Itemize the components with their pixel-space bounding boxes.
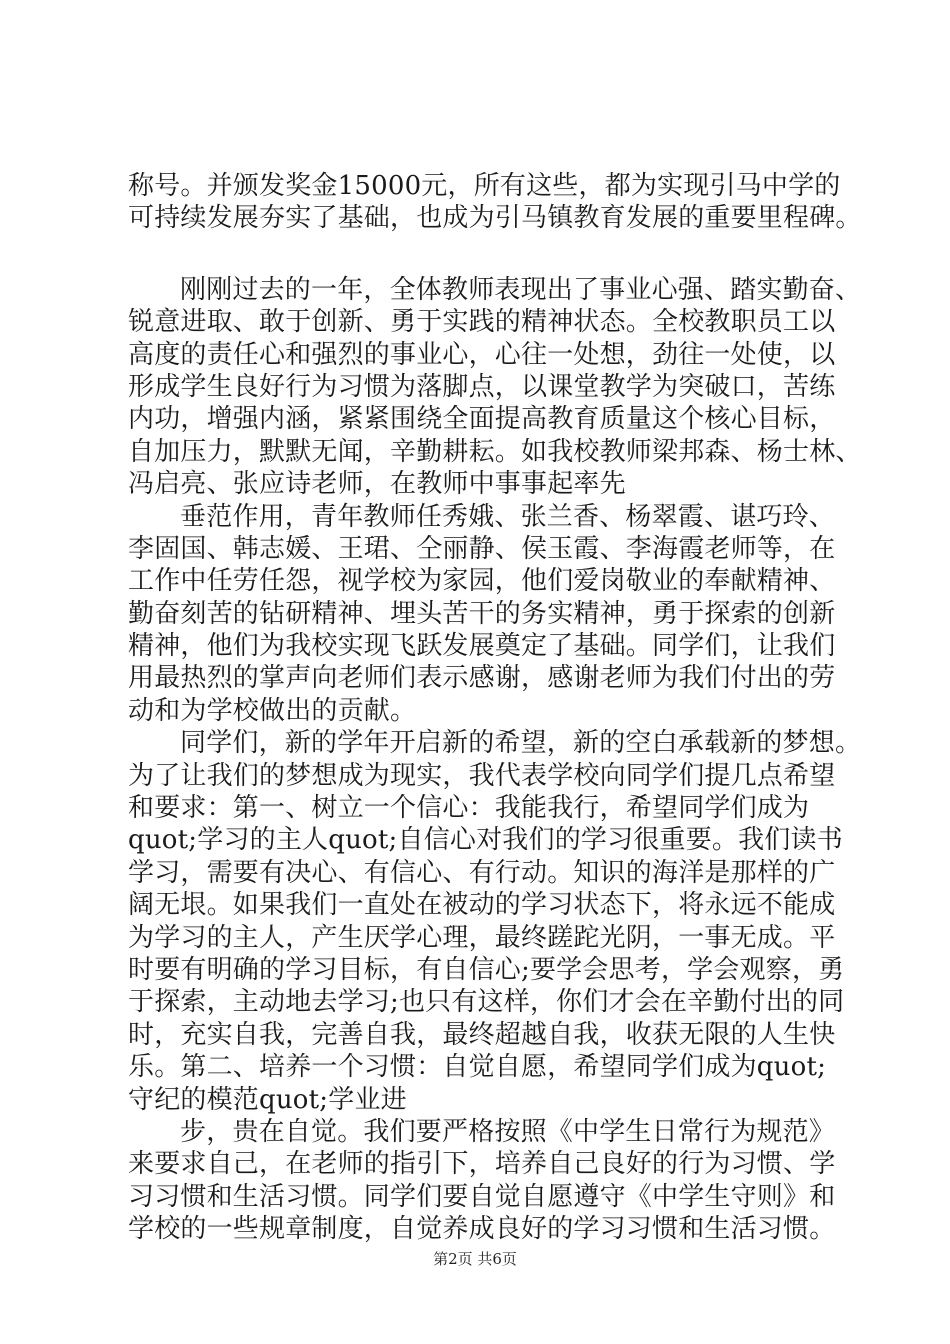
text-line: 高度的责任心和强烈的事业心，心往一处想，劲往一处使，以 — [128, 339, 836, 370]
text-line: 用最热烈的掌声向老师们表示感谢，感谢老师为我们付出的劳 — [128, 663, 836, 694]
text-line: 为学习的主人，产生厌学心理，最终蹉跎光阴，一事无成。平 — [128, 922, 836, 953]
page-footer: 第2页 共6页 — [433, 1250, 517, 1268]
paragraph-3 — [128, 501, 838, 728]
text-line: 刚刚过去的一年，全体教师表现出了事业心强、踏实勤奋、 — [180, 274, 862, 305]
text-line: 自加压力，默默无闻，辛勤耕耘。如我校教师梁邦森、杨士林、 — [128, 436, 862, 467]
text-line: 锐意进取、敢于创新、勇于实践的精神状态。全校教职员工以 — [128, 307, 836, 338]
text-line: 乐。第二、培养一个习惯：自觉自愿，希望同学们成为quot; — [128, 1052, 827, 1083]
text-line: 时要有明确的学习目标，有自信心;要学会思考，学会观察，勇 — [128, 954, 845, 985]
paragraph-1 — [128, 170, 862, 235]
text-line: 于探索，主动地去学习;也只有这样，你们才会在辛勤付出的同 — [128, 987, 845, 1018]
paragraph-4 — [128, 727, 862, 1116]
text-line: 阔无垠。如果我们一直处在被动的学习状态下，将永远不能成 — [128, 890, 836, 921]
document-body — [128, 170, 862, 1246]
text-line: 动和为学校做出的贡献。 — [128, 695, 417, 726]
text-line: 为了让我们的梦想成为现实，我代表学校向同学们提几点希望 — [128, 760, 836, 791]
text-line: 可持续发展夯实了基础，也成为引马镇教育发展的重要里程碑。 — [128, 203, 862, 234]
text-line: 垂范作用，青年教师任秀娥、张兰香、杨翠霞、谌巧玲、 — [180, 501, 836, 532]
text-line: 和要求：第一、树立一个信心：我能我行，希望同学们成为 — [128, 793, 810, 824]
text-line: 精神，他们为我校实现飞跃发展奠定了基础。同学们，让我们 — [128, 631, 836, 662]
text-line: 来要求自己，在老师的指引下，培养自己良好的行为习惯、学 — [128, 1149, 836, 1180]
text-line: 学校的一些规章制度，自觉养成良好的学习习惯和生活习惯。 — [128, 1214, 836, 1245]
text-line: 内功，增强内涵，紧紧围绕全面提高教育质量这个核心目标， — [128, 404, 836, 435]
paragraph-gap — [128, 235, 838, 274]
paragraph-5 — [128, 1116, 838, 1246]
text-line: 同学们，新的学年开启新的希望，新的空白承载新的梦想。 — [180, 728, 862, 759]
text-line: 勤奋刻苦的钻研精神、埋头苦干的务实精神，勇于探索的创新 — [128, 598, 836, 629]
text-line: 形成学生良好行为习惯为落脚点，以课堂教学为突破口，苦练 — [128, 371, 836, 402]
text-line: 时，充实自我，完善自我，最终超越自我，收获无限的人生快 — [128, 1019, 836, 1050]
text-line: 守纪的模范quot;学业进 — [128, 1084, 407, 1115]
text-line: quot;学习的主人quot;自信心对我们的学习很重要。我们读书 — [128, 825, 843, 856]
text-line: 冯启亮、张应诗老师，在教师中事事起率先 — [128, 469, 626, 500]
text-line: 称号。并颁发奖金15000元，所有这些，都为实现引马中学的 — [128, 171, 841, 201]
paragraph-2 — [128, 274, 862, 501]
text-line: 学习，需要有决心、有信心、有行动。知识的海洋是那样的广 — [128, 857, 836, 888]
text-line: 李固国、韩志媛、王珺、仝丽静、侯玉霞、李海霞老师等，在 — [128, 533, 836, 564]
text-line: 工作中任劳任怨，视学校为家园，他们爱岗敬业的奉献精神、 — [128, 566, 836, 597]
text-line: 步，贵在自觉。我们要严格按照《中学生日常行为规范》 — [180, 1116, 836, 1147]
text-line: 习习惯和生活习惯。同学们要自觉自愿遵守《中学生守则》和 — [128, 1181, 836, 1212]
